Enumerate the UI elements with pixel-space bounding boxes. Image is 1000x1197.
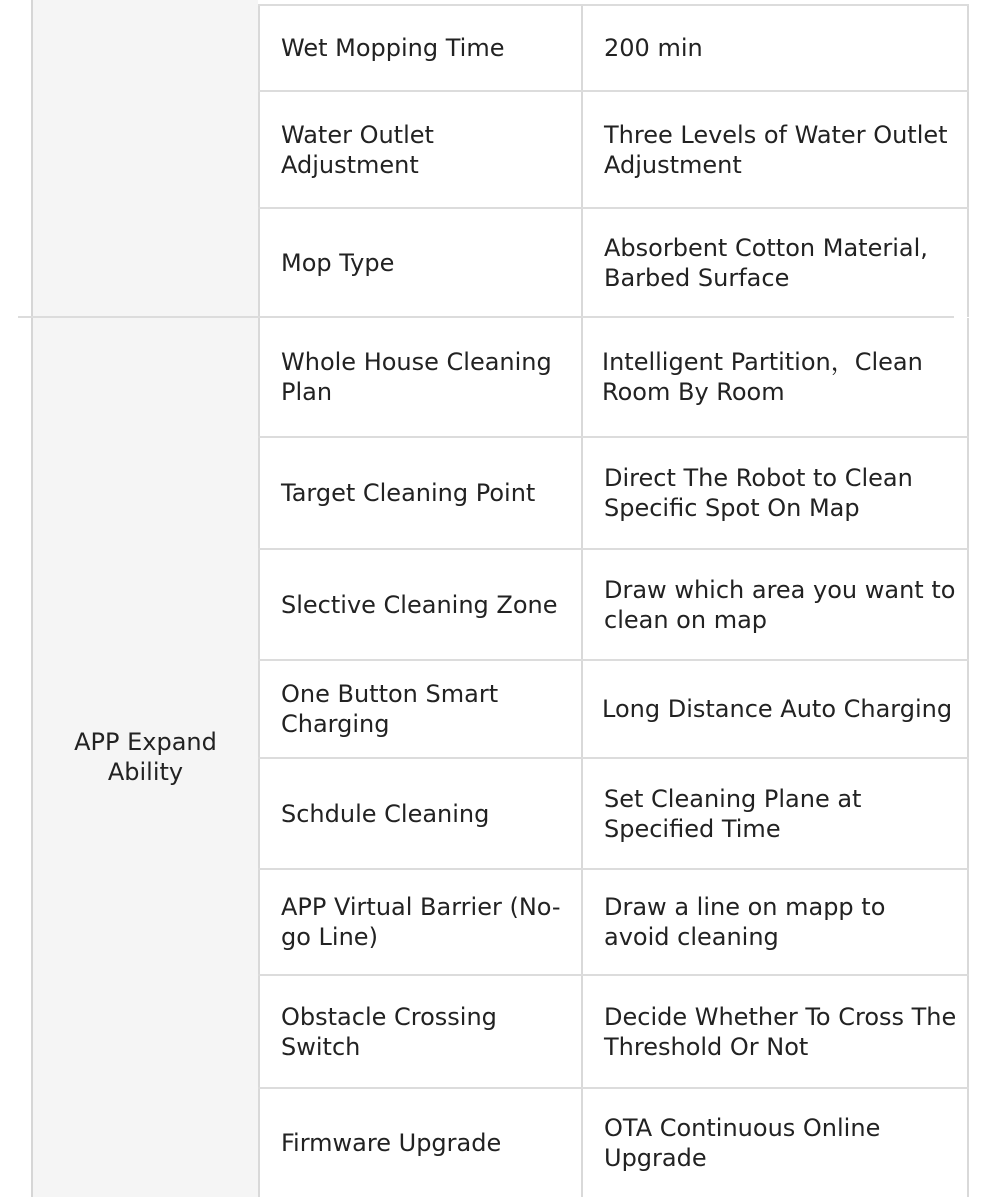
table-row xyxy=(258,759,969,868)
spec-value: Absorbent Cotton Material, Barbed Surface xyxy=(581,209,969,317)
spec-label: Wet Mopping Time xyxy=(258,6,581,90)
spec-value: Long Distance Auto Charging xyxy=(581,661,969,757)
table-row xyxy=(258,550,969,659)
spec-value: Three Levels of Water Outlet Adjustment xyxy=(581,92,969,207)
spec-label: Whole House Cleaning Plan xyxy=(258,318,581,436)
category-cell-app xyxy=(31,317,258,1197)
spec-value: Intelligent Partition，Clean Room By Room xyxy=(581,318,969,436)
table-row xyxy=(258,661,969,757)
table-row xyxy=(258,92,969,207)
spec-label: One Button Smart Charging xyxy=(258,661,581,757)
spec-label: Target Cleaning Point xyxy=(258,438,581,548)
table-row xyxy=(258,1089,969,1197)
table-row xyxy=(258,318,969,436)
table-row xyxy=(258,438,969,548)
table-row xyxy=(258,6,969,90)
spec-label: Slective Cleaning Zone xyxy=(258,550,581,659)
spec-value: Set Cleaning Plane at Specified Time xyxy=(581,759,969,868)
spec-value: Draw which area you want to clean on map xyxy=(581,550,969,659)
table-row xyxy=(258,870,969,974)
category-label: APP Expand Ability xyxy=(74,728,217,786)
table-row xyxy=(258,976,969,1087)
category-cell-water xyxy=(31,0,258,317)
spec-label: Mop Type xyxy=(258,209,581,317)
spec-value: Draw a line on mapp to avoid cleaning xyxy=(581,870,969,974)
spec-value: 200 min xyxy=(581,6,969,90)
spec-value: Decide Whether To Cross The Threshold Or Not xyxy=(581,976,969,1087)
spec-label: Schdule Cleaning xyxy=(258,759,581,868)
spec-label: Water Outlet Adjustment xyxy=(258,92,581,207)
table-row xyxy=(258,209,969,317)
spec-value: Direct The Robot to Clean Specific Spot On Map xyxy=(581,438,969,548)
spec-label: Obstacle Crossing Switch xyxy=(258,976,581,1087)
spec-value: OTA Continuous Online Upgrade xyxy=(581,1089,969,1197)
spec-label: APP Virtual Barrier (No-go Line) xyxy=(258,870,581,974)
spec-label: Firmware Upgrade xyxy=(258,1089,581,1197)
